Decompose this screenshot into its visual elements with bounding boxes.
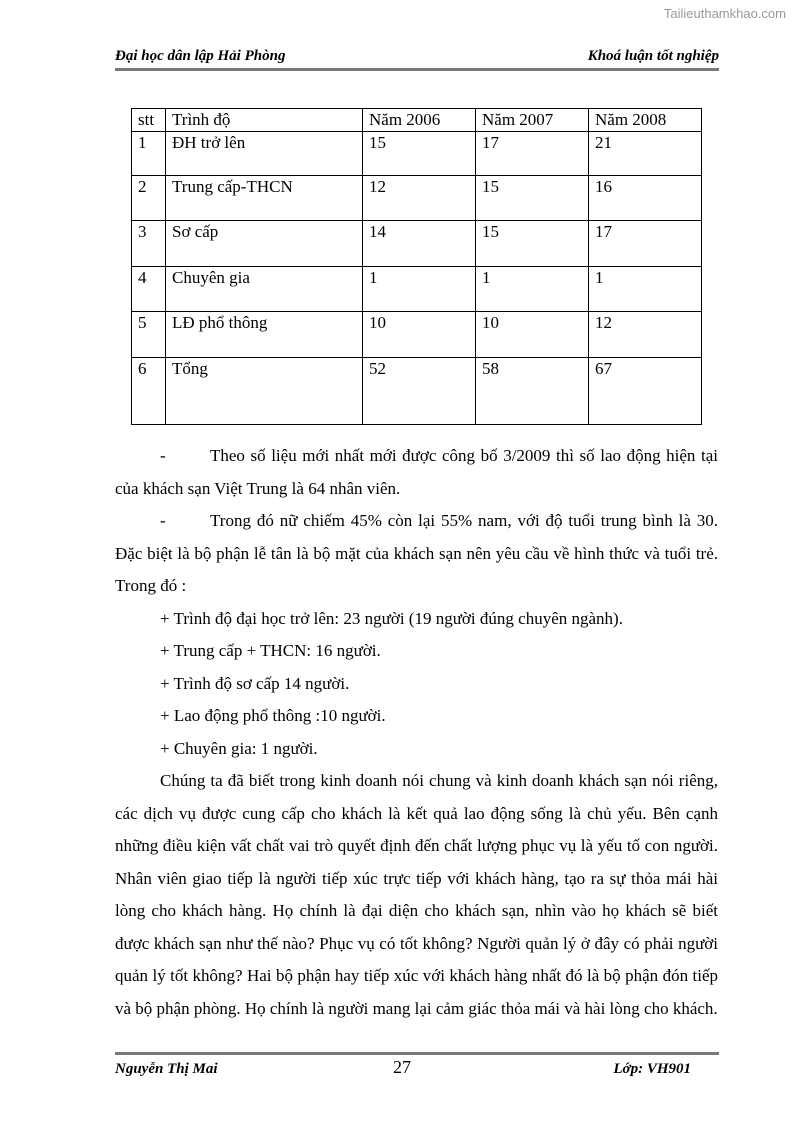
table-cell: 58 [476, 358, 589, 425]
paragraph: - Theo số liệu mới nhất mới được công bố 3/2009 thì số lao động hiện tại của khách sạn Việt Trung là 64 nhân viên. [115, 446, 718, 498]
table-cell: 10 [363, 312, 476, 358]
page-footer [115, 1052, 719, 1079]
table-cell: LĐ phổ thông [166, 312, 363, 358]
staff-table [131, 108, 702, 425]
table-cell: 52 [363, 358, 476, 425]
table-row [132, 221, 702, 267]
table-cell: 15 [363, 132, 476, 176]
table-cell: 6 [132, 358, 166, 425]
page-header [115, 48, 719, 71]
list-item: + Chuyên gia: 1 người. [160, 738, 318, 758]
table-cell: 1 [476, 267, 589, 312]
table-cell: 14 [363, 221, 476, 267]
paragraph-text: Trong đó nữ chiếm 45% còn lại 55% nam, với độ tuổi trung bình là 30. Đặc biệt là bộ phận lễ tân là bộ mặt của khách sạn nên yêu cầu về hình thức và tuổi trẻ. Trong đó : [115, 511, 718, 595]
table-cell: 12 [589, 312, 702, 358]
table-cell: Sơ cấp [166, 221, 363, 267]
table-cell: 4 [132, 267, 166, 312]
list-item: + Trình độ đại học trở lên: 23 người (19 người đúng chuyên ngành). [160, 608, 623, 628]
table-cell: 1 [589, 267, 702, 312]
table-cell: Trung cấp-THCN [166, 176, 363, 221]
table-cell: 15 [476, 176, 589, 221]
table-cell: 15 [476, 221, 589, 267]
table-cell: Tổng [166, 358, 363, 425]
table-cell: 17 [589, 221, 702, 267]
table-cell: 2 [132, 176, 166, 221]
paragraph: Chúng ta đã biết trong kinh doanh nói chung và kinh doanh khách sạn nói riêng, các dịch vụ được cung cấp cho khách là kết quả lao động sống là chủ yếu. Bên cạnh những điều kiện vất chất vai trò quyết định đến chất lượng phục vụ là yếu tố con người. Nhân viên giao tiếp là người tiếp xúc trực tiếp với khách hàng, tạo ra sự thỏa mái hài lòng cho khách hàng. Họ chính là đại diện cho khách sạn, nhìn vào họ khách sẽ biết được khách sạn như thế nào? Phục vụ có tốt không? Người quản lý ở đây có phải người quản lý tốt không? Hai bộ phận hay tiếp xúc với khách hàng nhất đó là bộ phận đón tiếp và bộ phận phòng. Họ chính là người mang lại cảm giác thỏa mái và hài lòng cho khách. [115, 771, 718, 1018]
table-cell: 1 [363, 267, 476, 312]
table-cell: 1 [132, 132, 166, 176]
table-header-row [132, 109, 702, 132]
header-cell: stt [132, 109, 166, 132]
paragraph-text: Theo số liệu mới nhất mới được công bố 3/2009 thì số lao động hiện tại của khách sạn Việt Trung là 64 nhân viên. [115, 446, 718, 498]
table-cell: 3 [132, 221, 166, 267]
body-text [115, 440, 718, 1025]
list-item: + Trình độ sơ cấp 14 người. [160, 673, 350, 693]
footer-author: Nguyễn Thị Mai [115, 1061, 218, 1077]
header-cell: Trình độ [166, 109, 363, 132]
header-cell: Năm 2007 [476, 109, 589, 132]
list-item: + Trung cấp + THCN: 16 người. [160, 641, 381, 660]
footer-class: Lớp: VH901 [613, 1061, 691, 1077]
table-row [132, 358, 702, 425]
table-cell: 5 [132, 312, 166, 358]
list-item: + Lao động phổ thông :10 người. [160, 706, 386, 725]
table-row [132, 267, 702, 312]
table-cell: 10 [476, 312, 589, 358]
header-cell: Năm 2006 [363, 109, 476, 132]
header-left: Đại học dân lập Hải Phòng [115, 48, 286, 64]
table-row [132, 312, 702, 358]
table-cell: 21 [589, 132, 702, 176]
table-cell: 12 [363, 176, 476, 221]
header-cell: Năm 2008 [589, 109, 702, 132]
page-number: 27 [393, 1057, 411, 1077]
paragraph: - Trong đó nữ chiếm 45% còn lại 55% nam, với độ tuổi trung bình là 30. Đặc biệt là bộ phận lễ tân là bộ mặt của khách sạn nên yêu cầu về hình thức và tuổi trẻ. Trong đó : [115, 511, 718, 595]
table-row [132, 132, 702, 176]
table-cell: ĐH trở lên [166, 132, 363, 176]
watermark: Tailieuthamkhao.com [663, 6, 786, 21]
table-cell: 16 [589, 176, 702, 221]
table-cell: 67 [589, 358, 702, 425]
table-cell: Chuyên gia [166, 267, 363, 312]
table-row [132, 176, 702, 221]
header-right: Khoá luận tốt nghiệp [587, 48, 719, 64]
table-cell: 17 [476, 132, 589, 176]
